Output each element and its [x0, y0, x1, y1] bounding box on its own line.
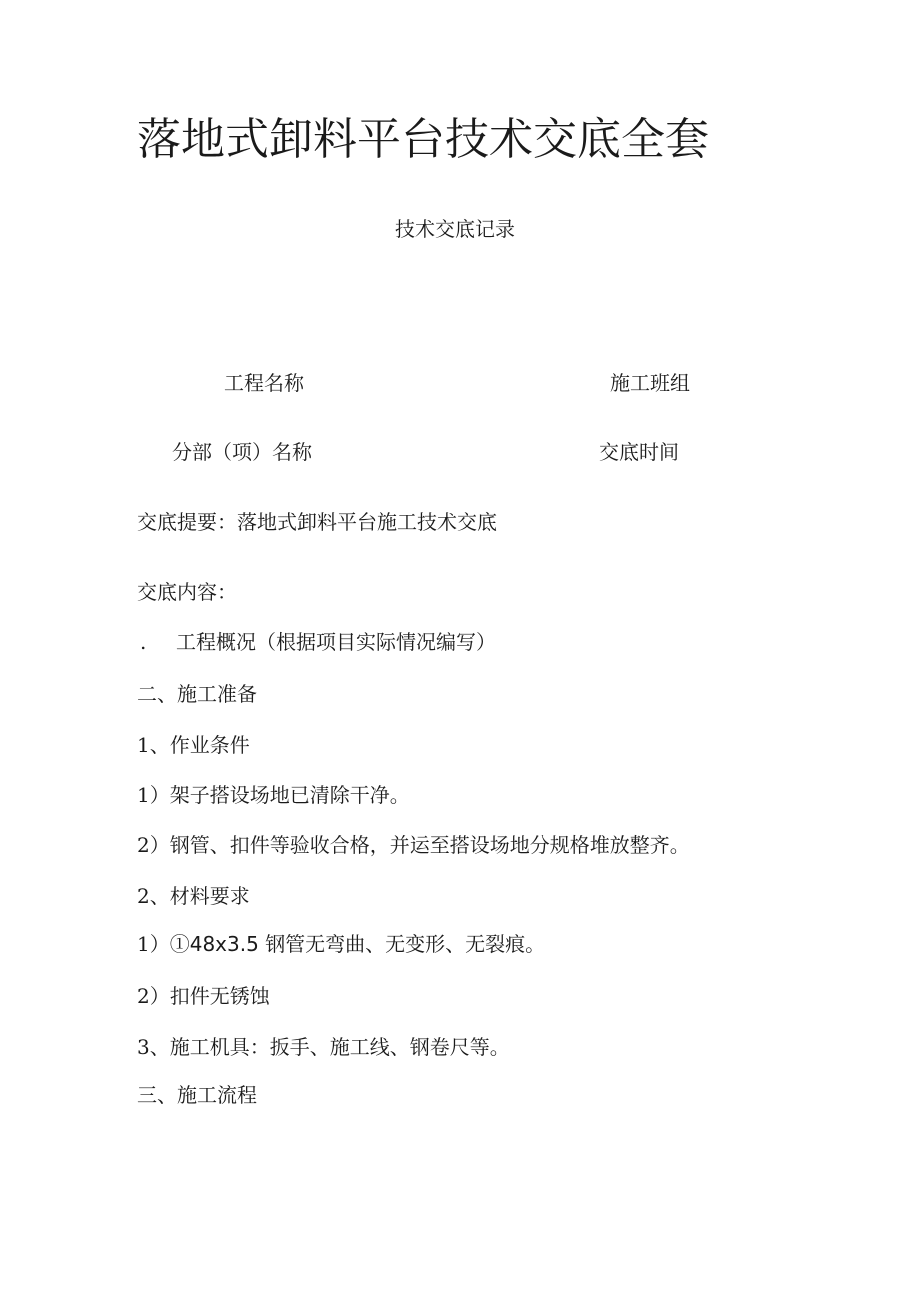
team-label: 施工班组	[610, 371, 690, 395]
summary-line: 交底提要：落地式卸料平台施工技术交底	[137, 510, 497, 534]
prep-2-1-spec: 48x3.5	[189, 932, 259, 956]
prep-3: 3、施工机具：扳手、施工线、钢卷尺等。	[137, 1035, 510, 1059]
flow-heading: 三、施工流程	[137, 1083, 257, 1107]
project-name-label: 工程名称	[224, 371, 304, 395]
prep-2-1-prefix: 1）	[137, 932, 170, 956]
prep-heading: 二、施工准备	[137, 682, 257, 706]
prep-2-2: 2）扣件无锈蚀	[137, 984, 270, 1008]
overview-text: 工程概况（根据项目实际情况编写）	[176, 630, 496, 654]
prep-1-heading: 1、作业条件	[137, 733, 250, 757]
prep-2-1-line	[137, 934, 545, 954]
document-subtitle: 技术交底记录	[395, 217, 515, 241]
prep-2-heading: 2、材料要求	[137, 884, 250, 908]
time-label: 交底时间	[599, 440, 679, 464]
content-label: 交底内容：	[137, 580, 237, 604]
overview-bullet: .	[140, 630, 147, 654]
section-name-label: 分部（项）名称	[172, 440, 312, 464]
prep-1-2: 2）钢管、扣件等验收合格，并运至搭设场地分规格堆放整齐。	[137, 833, 690, 857]
document-title: 落地式卸料平台技术交底全套	[137, 114, 709, 165]
prep-1-1: 1）架子搭设场地已清除干净。	[137, 783, 410, 807]
prep-2-1-symbol: ①	[169, 932, 190, 956]
prep-2-1-rest: 钢管无弯曲、无变形、无裂痕。	[265, 932, 546, 956]
